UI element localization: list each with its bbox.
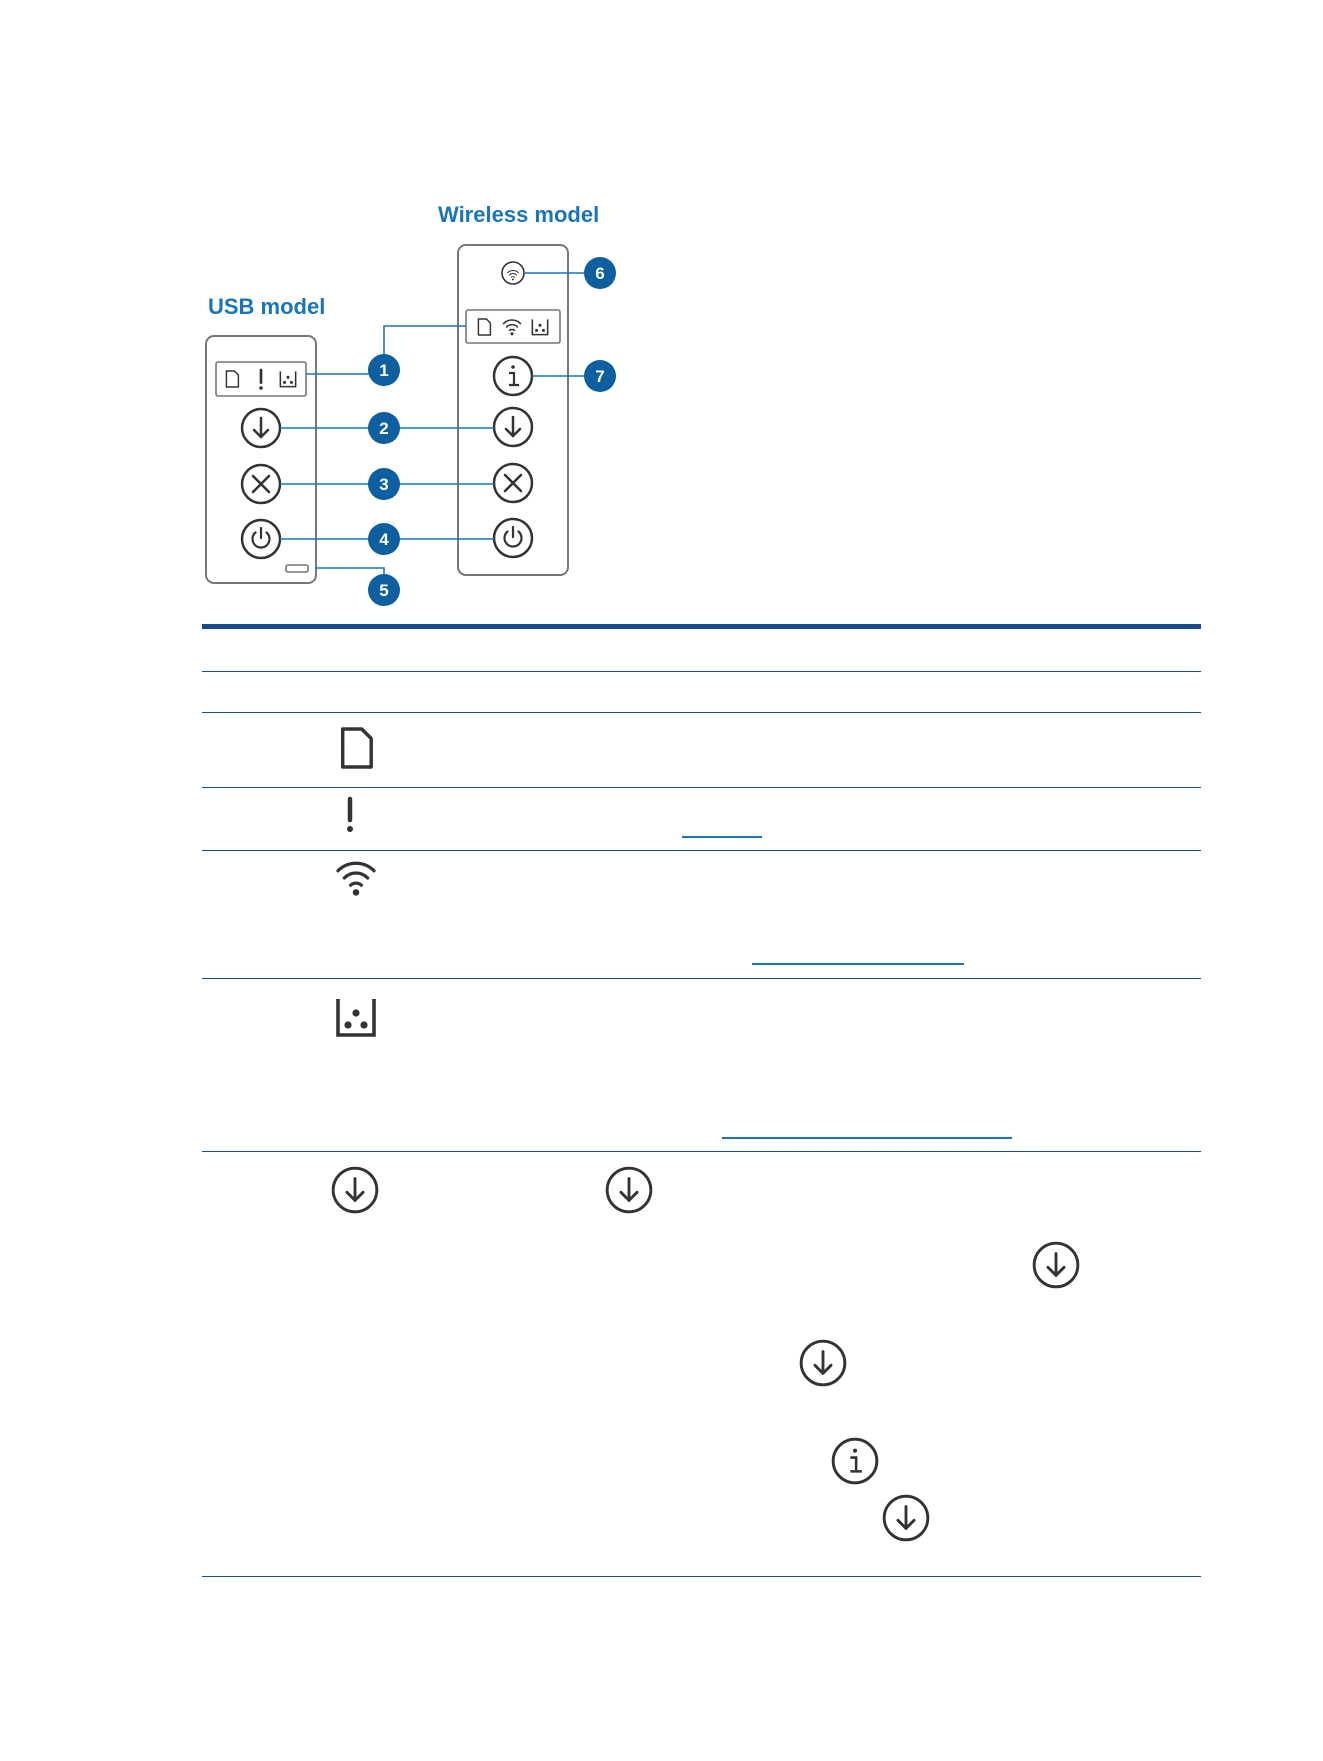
wireless-control-panel [458, 245, 568, 575]
table-rule [202, 671, 1201, 672]
svg-text:7: 7 [595, 367, 605, 386]
attention-icon [347, 799, 353, 832]
svg-text:4: 4 [379, 530, 389, 549]
attention-icon [259, 370, 263, 390]
callout-1 [368, 354, 400, 386]
svg-text:6: 6 [595, 264, 605, 283]
table-rule [202, 978, 1201, 979]
resume-icon [607, 1168, 651, 1212]
table-rule [202, 787, 1201, 788]
resume-icon [884, 1496, 928, 1540]
svg-text:3: 3 [379, 475, 389, 494]
callout-4 [368, 523, 400, 555]
link-underline[interactable] [682, 836, 762, 838]
svg-text:2: 2 [379, 419, 389, 438]
status-bar-light [286, 565, 308, 572]
resume-icon [801, 1341, 845, 1385]
callout-7 [584, 360, 616, 392]
wireless-indicator-strip [466, 310, 560, 343]
link-underline[interactable] [722, 1137, 1012, 1139]
usb-model-heading: USB model [208, 294, 326, 319]
svg-text:5: 5 [379, 581, 389, 600]
table-bottom-rule [202, 1576, 1201, 1577]
resume-icon [333, 1168, 377, 1212]
callout-3 [368, 468, 400, 500]
cartridge-icon [338, 999, 374, 1035]
table-rule [202, 712, 1201, 713]
resume-icon [1034, 1243, 1078, 1287]
table-rule [202, 1151, 1201, 1152]
paper-icon [343, 729, 372, 767]
wireless-model-heading: Wireless model [438, 202, 600, 227]
information-icon [833, 1439, 877, 1483]
svg-text:1: 1 [379, 361, 389, 380]
wireless-icon [338, 863, 374, 895]
callout-2 [368, 412, 400, 444]
callout-6 [584, 257, 616, 289]
callout-5 [368, 574, 400, 606]
link-underline[interactable] [752, 963, 964, 965]
table-top-rule [202, 624, 1201, 629]
table-rule [202, 850, 1201, 851]
